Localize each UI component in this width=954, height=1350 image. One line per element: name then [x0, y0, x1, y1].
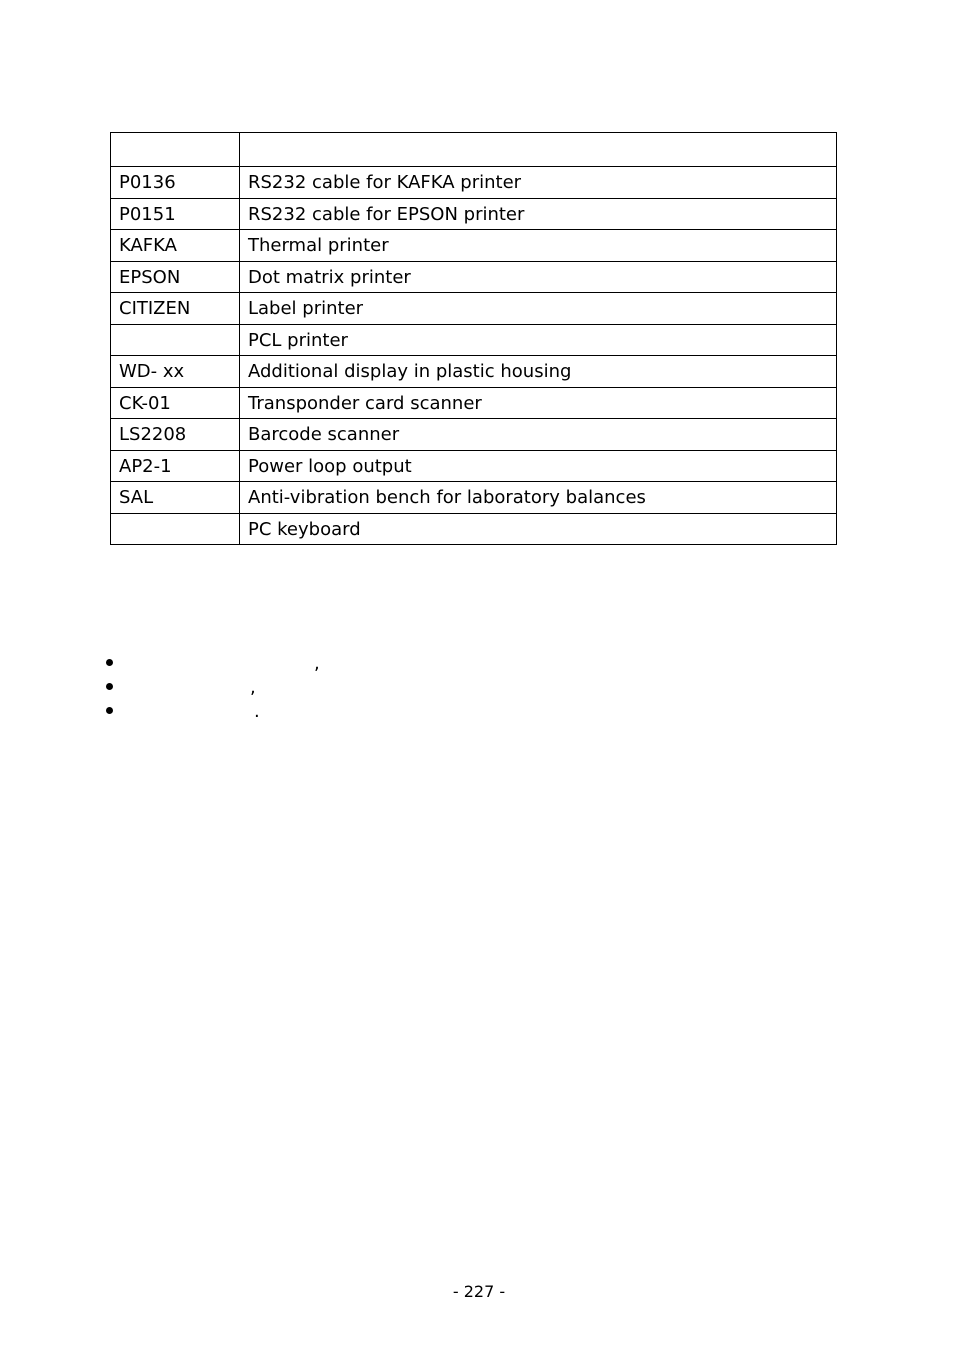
table-row — [111, 324, 837, 356]
table-row — [111, 513, 837, 545]
row-code — [111, 324, 240, 356]
bullet-text: . — [254, 701, 260, 722]
row-description: PCL printer — [240, 324, 837, 356]
row-description: Anti-vibration bench for laboratory balances — [240, 482, 837, 514]
row-description: Dot matrix printer — [240, 261, 837, 293]
row-code: LS2208 — [111, 419, 240, 451]
row-description: RS232 cable for KAFKA printer — [240, 167, 837, 199]
row-description: Additional display in plastic housing — [240, 356, 837, 388]
row-description: Power loop output — [240, 450, 837, 482]
row-code: CITIZEN — [111, 293, 240, 325]
row-description: RS232 cable for EPSON printer — [240, 198, 837, 230]
row-code: SAL — [111, 482, 240, 514]
bullet-icon — [106, 683, 113, 690]
row-description: Label printer — [240, 293, 837, 325]
row-code: CK-01 — [111, 387, 240, 419]
row-code: P0151 — [111, 198, 240, 230]
bullet-icon — [106, 707, 113, 714]
table-row — [111, 230, 837, 262]
row-code: EPSON — [111, 261, 240, 293]
row-description: PC keyboard — [240, 513, 837, 545]
table-row — [111, 167, 837, 199]
table-row — [111, 356, 837, 388]
bullet-text: , — [314, 653, 320, 674]
row-code: AP2-1 — [111, 450, 240, 482]
row-code: WD- xx — [111, 356, 240, 388]
header-cell-description — [240, 133, 837, 167]
row-code — [111, 513, 240, 545]
row-code: P0136 — [111, 167, 240, 199]
table-header-row — [111, 133, 837, 167]
bullet-text: , — [250, 677, 256, 698]
row-code: KAFKA — [111, 230, 240, 262]
page-number: - 227 - — [452, 1282, 506, 1301]
table-row — [111, 261, 837, 293]
bullet-icon — [106, 659, 113, 666]
table-row — [111, 387, 837, 419]
accessories-table — [110, 132, 837, 545]
header-cell-code — [111, 133, 240, 167]
row-description: Thermal printer — [240, 230, 837, 262]
table-row — [111, 419, 837, 451]
table-row — [111, 450, 837, 482]
table-row — [111, 482, 837, 514]
row-description: Barcode scanner — [240, 419, 837, 451]
table-row — [111, 198, 837, 230]
table-row — [111, 293, 837, 325]
row-description: Transponder card scanner — [240, 387, 837, 419]
